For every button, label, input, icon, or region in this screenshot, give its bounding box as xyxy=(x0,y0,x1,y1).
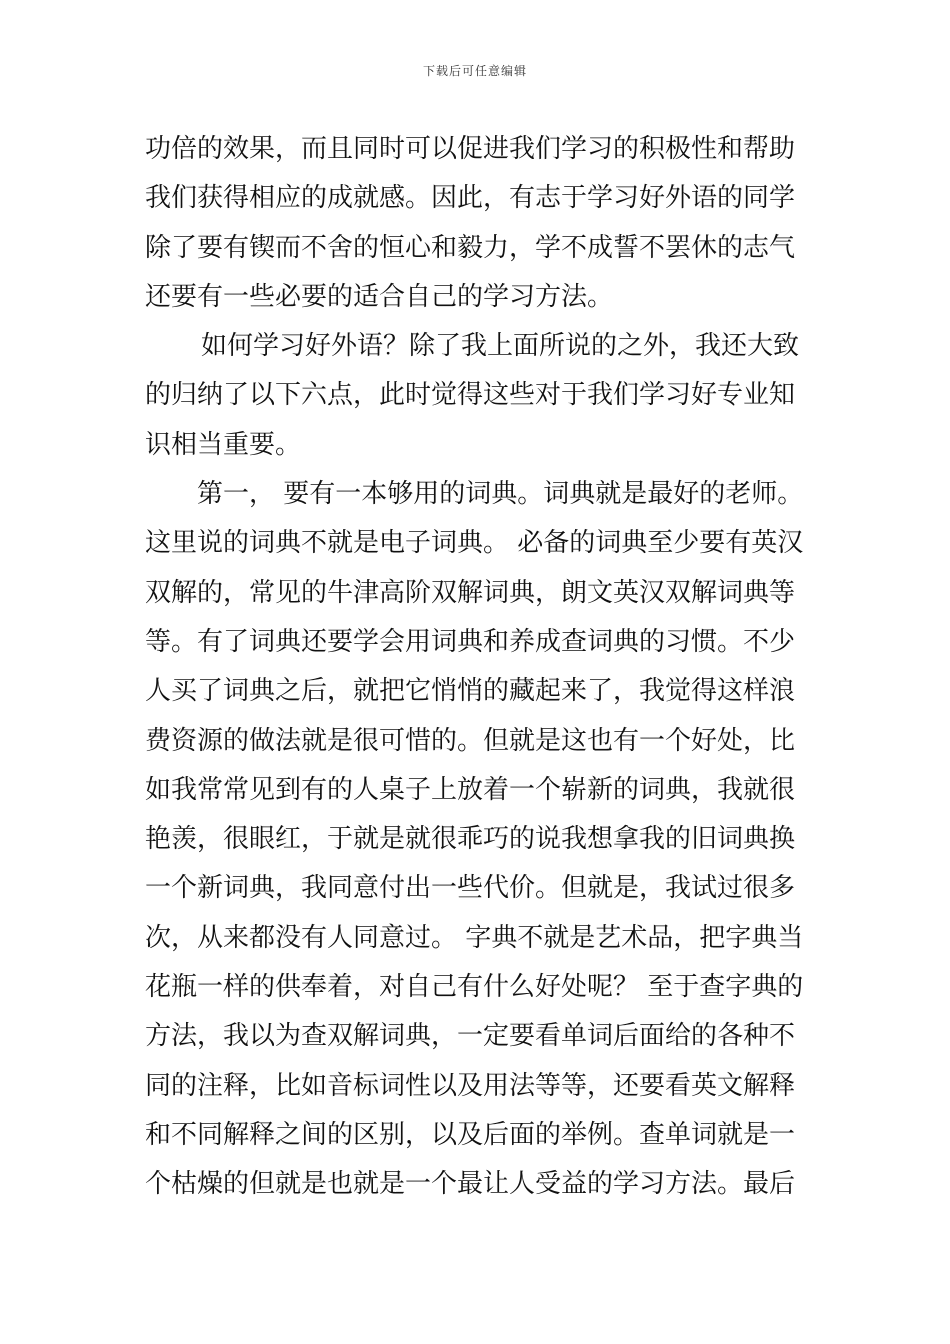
paragraph-1 xyxy=(145,125,807,322)
text-line: 双解的，常见的牛津高阶双解词典，朗文英汉双解词典等 xyxy=(145,577,796,608)
text-line: 的归纳了以下六点，此时觉得这些对于我们学习好专业知 xyxy=(145,380,796,411)
text-line: 这里说的词典不就是电子词典。 必备的词典至少要有英汉 xyxy=(145,528,804,559)
body-text xyxy=(145,125,807,1210)
text-line: 等。有了词典还要学会用词典和养成查词典的习惯。不少 xyxy=(145,626,796,657)
text-line: 功倍的效果，而且同时可以促进我们学习的积极性和帮助 xyxy=(145,134,796,164)
text-line: 人买了词典之后，就把它悄悄的藏起来了，我觉得这样浪 xyxy=(145,676,796,707)
text-line: 还要有一些必要的适合自己的学习方法。 xyxy=(145,281,614,312)
text-line: 方法，我以为查双解词典，一定要看单词后面给的各种不 xyxy=(145,1021,796,1052)
text-line: 和不同解释之间的区别，以及后面的举例。查单词就是一 xyxy=(145,1119,796,1150)
text-line: 艳羡，很眼红，于就是就很乖巧的说我想拿我的旧词典换 xyxy=(145,824,796,855)
text-line: 一个新词典，我同意付出一些代价。但就是，我试过很多 xyxy=(145,873,796,904)
text-line: 费资源的做法就是很可惜的。但就是这也有一个好处，比 xyxy=(145,725,796,756)
text-line: 除了要有锲而不舍的恒心和毅力，学不成誓不罢休的志气 xyxy=(145,232,796,263)
text-line: 个枯燥的但就是也就是一个最让人受益的学习方法。最后 xyxy=(145,1169,796,1200)
text-line: 识相当重要。 xyxy=(145,429,302,460)
paragraph-3 xyxy=(145,470,807,1209)
text-line: 同的注释，比如音标词性以及用法等等，还要看英文解释 xyxy=(145,1070,796,1101)
text-line: 次，从来都没有人同意过。 字典不就是艺术品，把字典当 xyxy=(145,922,804,953)
text-line: 第一， 要有一本够用的词典。词典就是最好的老师。 xyxy=(197,479,804,510)
page-header: 下载后可任意编辑 xyxy=(422,64,527,78)
paragraph-2 xyxy=(145,322,807,470)
text-line: 如何学习好外语？除了我上面所说的之外，我还大致 xyxy=(201,331,800,362)
text-line: 我们获得相应的成就感。因此，有志于学习好外语的同学 xyxy=(145,183,796,214)
text-line: 花瓶一样的供奉着，对自己有什么好处呢？ 至于查字典的 xyxy=(145,972,804,1003)
text-line: 如我常常见到有的人桌子上放着一个崭新的词典，我就很 xyxy=(145,774,796,805)
